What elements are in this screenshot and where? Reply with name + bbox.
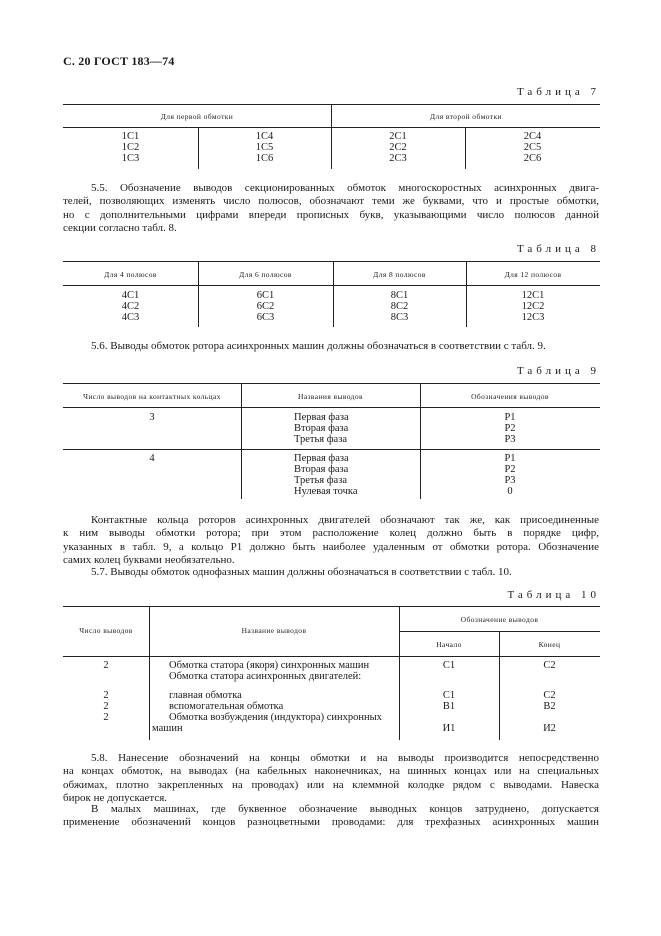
table-cell: Р1	[504, 453, 516, 464]
table-9-group-rule	[63, 449, 600, 450]
paragraph-line: телей, позволяющих изменять число полюсов, обозначают теми же буквами, что и простые обмотки,	[63, 195, 599, 208]
table-7-header-second: Для второй обмотки	[430, 112, 502, 121]
table-cell: 4С3	[121, 312, 140, 323]
table-cell: машин	[152, 723, 183, 734]
table-8-top-rule	[63, 261, 600, 262]
table-10-counts	[63, 660, 149, 734]
table-7-header-rule	[63, 127, 600, 128]
table-9-header-count: Число выводов на контактных кольцах	[83, 392, 221, 401]
table-cell: Р3	[504, 434, 516, 445]
table-cell: 0	[507, 486, 513, 497]
table-cell: Нулевая точка	[294, 486, 358, 497]
table-8-col-2	[198, 290, 333, 323]
paragraph-line: 5.7. Выводы обмоток однофазных машин должны обозначаться в соответствии с табл. 10.	[91, 566, 512, 578]
table-cell: Р3	[504, 475, 516, 486]
table-cell: Р2	[504, 423, 516, 434]
table-cell: 2	[103, 660, 109, 671]
table-10-starts	[399, 660, 499, 734]
table-9-count-4: 4	[149, 453, 155, 464]
table-cell: И1	[442, 723, 456, 734]
table-10-header-end: Конец	[538, 640, 561, 649]
table-10-caption: Таблица 10	[507, 589, 600, 601]
table-8-header-rule	[63, 285, 600, 286]
table-7-col-4	[465, 131, 600, 164]
table-10-header-name: Название выводов	[241, 626, 307, 635]
paragraph-line: 5.6. Выводы обмоток ротора асинхронных машин должны обозначаться в соответствии с табл. 9.	[91, 340, 546, 352]
table-9-count-3: 3	[149, 412, 155, 423]
table-8-header: Для 4 полюсов	[104, 270, 157, 279]
table-8-col-3	[333, 290, 466, 323]
table-cell: Вторая фаза	[294, 464, 349, 475]
table-cell: 4С1	[121, 290, 140, 301]
table-cell: В1	[442, 701, 456, 712]
table-10-ends	[499, 660, 600, 734]
table-cell: С2	[543, 660, 556, 671]
table-9-top-rule	[63, 383, 600, 384]
paragraph-line: обжимах, плотно закрепленных на проводах) или на клеммной колодке рядом с выводами. Навеска	[63, 778, 599, 791]
table-cell: Первая фаза	[294, 453, 349, 464]
table-9-divider	[241, 383, 242, 499]
table-cell	[63, 723, 149, 734]
paragraph-line: секции согласно табл. 8.	[63, 221, 177, 234]
table-cell: 12С2	[521, 301, 545, 312]
table-8-col-1	[63, 290, 198, 323]
table-cell: 8С1	[390, 290, 409, 301]
table-7-col-2	[198, 131, 331, 164]
table-8-col-4	[466, 290, 600, 323]
paragraph-line: Контактные кольца роторов асинхронных двигателей обозначают так же, как присоединенные	[91, 514, 599, 526]
table-9-codes-group-2	[420, 453, 600, 497]
table-9-header-names: Названия выводов	[298, 392, 363, 401]
table-cell: 8С2	[390, 301, 409, 312]
table-7-header-first: Для первой обмотки	[160, 112, 234, 121]
table-cell: 1С2	[121, 142, 140, 153]
table-cell: 2	[103, 712, 109, 723]
paragraph-line: но с дополнительными цифрами впереди прописных букв, указывающими число полюсов данной	[63, 208, 599, 221]
table-9-header-codes: Обозначения выводов	[471, 392, 549, 401]
table-cell: 6С1	[256, 290, 275, 301]
table-cell	[399, 712, 499, 723]
table-cell: 6С2	[256, 301, 275, 312]
table-10-header-designation: Обозначение выводов	[460, 615, 539, 624]
paragraph-line: применение обозначений концов разноцветными проводами: для трехфазных асинхронных машин	[63, 816, 599, 829]
table-cell: 12С1	[521, 290, 545, 301]
table-cell	[499, 671, 600, 682]
paragraph-line: В малых машинах, где буквенное обозначение выводных концов затруднено, допускается	[91, 803, 599, 815]
paragraph-line: самих колец буквами необязательно.	[63, 553, 235, 566]
table-10-divider	[149, 606, 150, 740]
table-10-header-count: Число выводов	[79, 626, 133, 635]
table-cell: 2	[103, 701, 109, 712]
table-9-names-group-1	[294, 412, 420, 445]
table-cell: И2	[543, 723, 556, 734]
table-cell: 6С3	[256, 312, 275, 323]
table-cell: С1	[442, 660, 456, 671]
table-cell: Р1	[504, 412, 516, 423]
paragraph-line: бирок не допускается.	[63, 791, 168, 804]
table-cell: 4С2	[121, 301, 140, 312]
table-cell: Вторая фаза	[294, 423, 349, 434]
table-cell: 2С4	[523, 131, 542, 142]
table-cell	[63, 671, 149, 682]
table-cell: 2С3	[389, 153, 407, 164]
paragraph-5-5	[63, 182, 599, 235]
table-cell: главная обмотка	[169, 690, 242, 701]
table-cell: Обмотка возбуждения (индуктора) синхронных	[169, 712, 382, 723]
table-8-header: Для 6 полюсов	[239, 270, 292, 279]
paragraph-line: к ним выводы обмотки ротора; при этом расположение колец должно быть в порядке цифр,	[63, 527, 599, 540]
paragraph-5-7	[63, 566, 599, 579]
paragraph-5-8	[63, 752, 599, 805]
paragraph-line: 5.8. Нанесение обозначений на концы обмотки и на выводы производится непосредственно	[91, 752, 599, 764]
table-cell: 1С3	[121, 153, 140, 164]
paragraph-rings	[63, 514, 599, 567]
table-cell	[399, 671, 499, 682]
table-10-names	[152, 660, 397, 734]
table-9-names-group-2	[294, 453, 420, 497]
table-8-header: Для 12 полюсов	[504, 270, 562, 279]
table-cell: 2С1	[389, 131, 407, 142]
table-8-header: Для 8 полюсов	[373, 270, 426, 279]
table-cell: 1С5	[255, 142, 274, 153]
table-9-header-rule	[63, 407, 600, 408]
paragraph-5-6	[63, 340, 599, 353]
page-header: С. 20 ГОСТ 183—74	[63, 54, 175, 68]
table-cell: 2С6	[523, 153, 542, 164]
table-cell: 1С4	[255, 131, 274, 142]
table-cell: С1	[442, 690, 456, 701]
table-cell: 1С1	[121, 131, 140, 142]
table-cell: 8С3	[390, 312, 409, 323]
table-cell: 12С3	[521, 312, 545, 323]
table-7-col-1	[63, 131, 198, 164]
table-10-header-rule	[63, 656, 600, 657]
table-cell: 2	[103, 690, 109, 701]
table-cell: Р2	[504, 464, 516, 475]
table-cell: Обмотка статора (якоря) синхронных машин	[169, 660, 370, 671]
table-cell: Третья фаза	[294, 434, 348, 445]
paragraph-line: на концах обмоток, на выводах (на кабельных наконечниках, на шинных концах или на специальных	[63, 765, 599, 778]
table-cell: 2С2	[389, 142, 407, 153]
table-9-codes-group-1	[420, 412, 600, 445]
table-cell	[499, 712, 600, 723]
table-9-caption: Таблица 9	[516, 365, 600, 377]
paragraph-line: 5.5. Обозначение выводов секционированных обмоток многоскоростных асинхронных двига-	[91, 182, 599, 194]
table-cell: В2	[543, 701, 556, 712]
table-8-caption: Таблица 8	[516, 243, 600, 255]
table-cell: Первая фаза	[294, 412, 349, 423]
table-cell: С2	[543, 690, 556, 701]
table-cell: Обмотка статора асинхронных двигателей:	[169, 671, 362, 682]
table-cell: 2С5	[523, 142, 542, 153]
table-7-caption: Таблица 7	[516, 86, 600, 98]
table-10-header-start: Начало	[436, 640, 462, 649]
paragraph-small-machines	[63, 803, 599, 830]
paragraph-line: указанных в табл. 9, а кольцо Р1 должно быть наиболее удаленным от обмотки ротора. Обозначение	[63, 540, 599, 553]
table-cell: 1С6	[255, 153, 274, 164]
table-cell: Третья фаза	[294, 475, 348, 486]
table-cell: вспомогательная обмотка	[169, 701, 284, 712]
table-7-col-3	[331, 131, 465, 164]
table-10-top-rule	[63, 606, 600, 607]
